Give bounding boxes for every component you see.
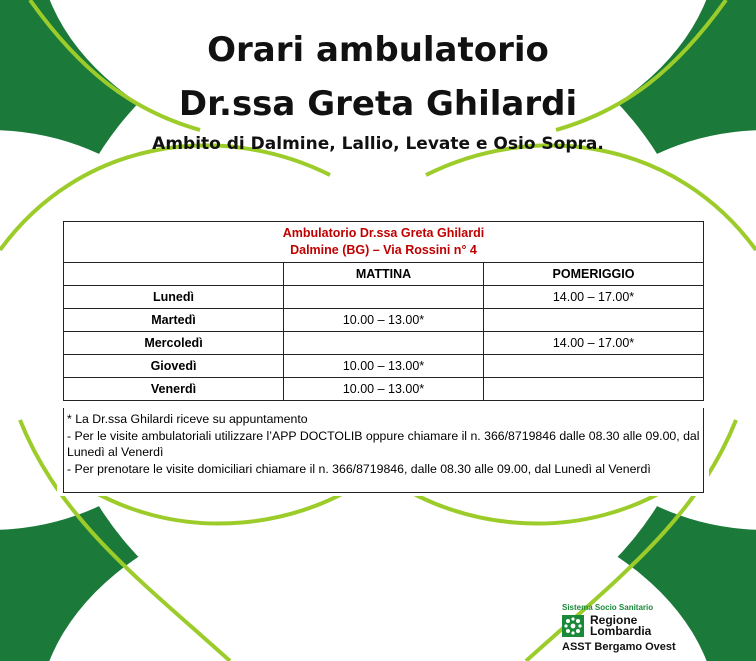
morning-cell: 10.00 – 13.00*	[284, 378, 484, 401]
notes-box	[63, 408, 704, 493]
note-appointment: * La Dr.ssa Ghilardi riceve su appuntamento	[67, 412, 308, 426]
afternoon-cell: 14.00 – 17.00*	[484, 286, 704, 309]
day-cell: Lunedì	[64, 286, 284, 309]
rosa-camuna-icon	[562, 615, 584, 637]
note-clinic-visits: - Per le visite ambulatoriali utilizzare l’APP DOCTOLIB oppure chiamare il n. 366/8719846 dalle 08.30 alle 09.00, dal Lunedì al Venerdì	[67, 428, 700, 459]
area-subtitle: Ambito di Dalmine, Lallio, Levate e Osio Sopra.	[152, 134, 604, 154]
logo-asst-name: ASST Bergamo Ovest	[562, 641, 676, 653]
schedule-table	[63, 221, 704, 401]
afternoon-cell	[484, 309, 704, 332]
morning-cell	[284, 286, 484, 309]
day-cell: Venerdì	[64, 378, 284, 401]
day-cell: Giovedì	[64, 355, 284, 378]
column-header-morning: MATTINA	[284, 263, 484, 286]
table-heading-row	[64, 222, 704, 263]
morning-cell	[284, 332, 484, 355]
morning-cell: 10.00 – 13.00*	[284, 355, 484, 378]
logo-region-line1: Regione	[590, 613, 638, 627]
doctor-name-title: Dr.ssa Greta Ghilardi	[178, 84, 578, 124]
clinic-heading	[64, 222, 704, 263]
clinic-name: Ambulatorio Dr.ssa Greta Ghilardi	[282, 226, 485, 240]
afternoon-cell: 14.00 – 17.00*	[484, 332, 704, 355]
note-home-visits: - Per prenotare le visite domiciliari chiamare il n. 366/8719846, dalle 08.30 alle 09.00, dal Lunedì al Venerdì	[67, 461, 651, 476]
table-row	[64, 286, 704, 309]
clinic-address: Dalmine (BG) – Via Rossini n° 4	[290, 243, 477, 257]
page-title: Orari ambulatorio	[207, 30, 549, 70]
afternoon-cell	[484, 355, 704, 378]
morning-cell: 10.00 – 13.00*	[284, 309, 484, 332]
table-row	[64, 309, 704, 332]
table-row	[64, 378, 704, 401]
table-row	[64, 355, 704, 378]
schedule-card	[57, 212, 709, 496]
afternoon-cell	[484, 378, 704, 401]
column-header-row	[64, 263, 704, 286]
column-header-afternoon: POMERIGGIO	[484, 263, 704, 286]
logo-region-line2: Lombardia	[590, 624, 652, 638]
logo-system-text: Sistema Socio Sanitario	[562, 603, 654, 612]
table-row	[64, 332, 704, 355]
day-cell: Martedì	[64, 309, 284, 332]
day-cell: Mercoledì	[64, 332, 284, 355]
logo-region-name	[590, 615, 651, 637]
column-header-day	[64, 263, 284, 286]
regione-lombardia-logo	[560, 603, 690, 659]
